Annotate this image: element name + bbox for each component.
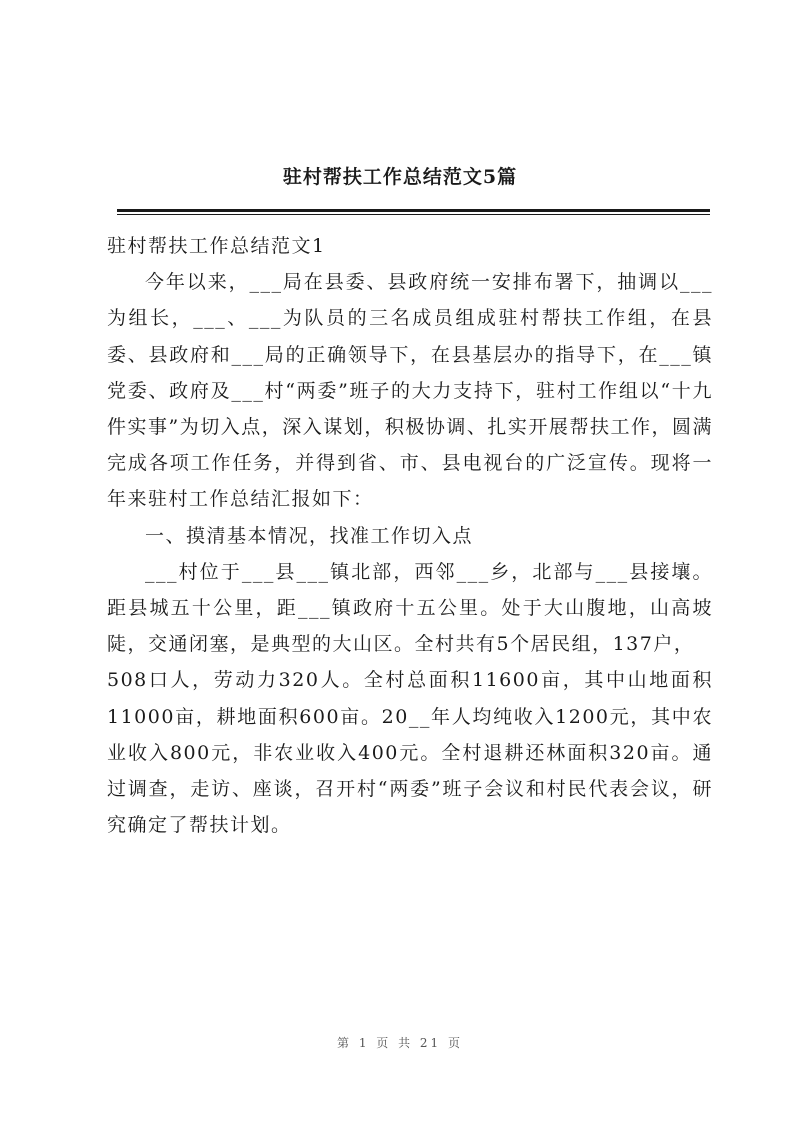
page-footer: 第 1 页 共 21 页 — [337, 1036, 463, 1050]
paragraph-village-location: ___村位于___县___镇北部，西邻___乡，北部与___县接壤。距县城五十公里，距___镇政府十五公里。处于大山腹地，山高坡陡，交通闭塞，是典型的大山区。全村共有5个居民组，137户， — [107, 560, 713, 656]
title-underline-thick — [117, 209, 710, 212]
subheading-basic-situation: 一、摸清基本情况，找准工作切入点 — [145, 524, 474, 547]
document-body — [107, 228, 713, 843]
paragraph-village-statistics: 508口人，劳动力320人。全村总面积11600亩，其中山地面积11000亩，耕地面积600亩。20__年人均纯收入1200元，其中农业收入800元，非农业收入400元。全村退耕还林面积320亩。通过调查，走访、座谈，召开村“两委”班子会议和村民代表会议，研究确定了帮扶计划。 — [107, 669, 713, 837]
paragraph-intro: 今年以来，___局在县委、县政府统一安排布署下，抽调以___为组长，___、___为队员的三名成员组成驻村帮扶工作组，在县委、县政府和___局的正确领导下，在县基层办的指导下，在___镇党委、政府及___村“两委”班子的大力支持下，驻村工作组以“十九件实事”为切入点，深入谋划，积极协调、扎实开展帮扶工作，圆满完成各项工作任务，并得到省、市、县电视台的广泛宣传。现将一年来驻村工作总结汇报如下： — [107, 271, 713, 511]
document-title: 驻村帮扶工作总结范文5篇 — [282, 166, 518, 188]
title-underline-thin — [117, 214, 710, 215]
section-heading: 驻村帮扶工作总结范文1 — [107, 235, 326, 257]
